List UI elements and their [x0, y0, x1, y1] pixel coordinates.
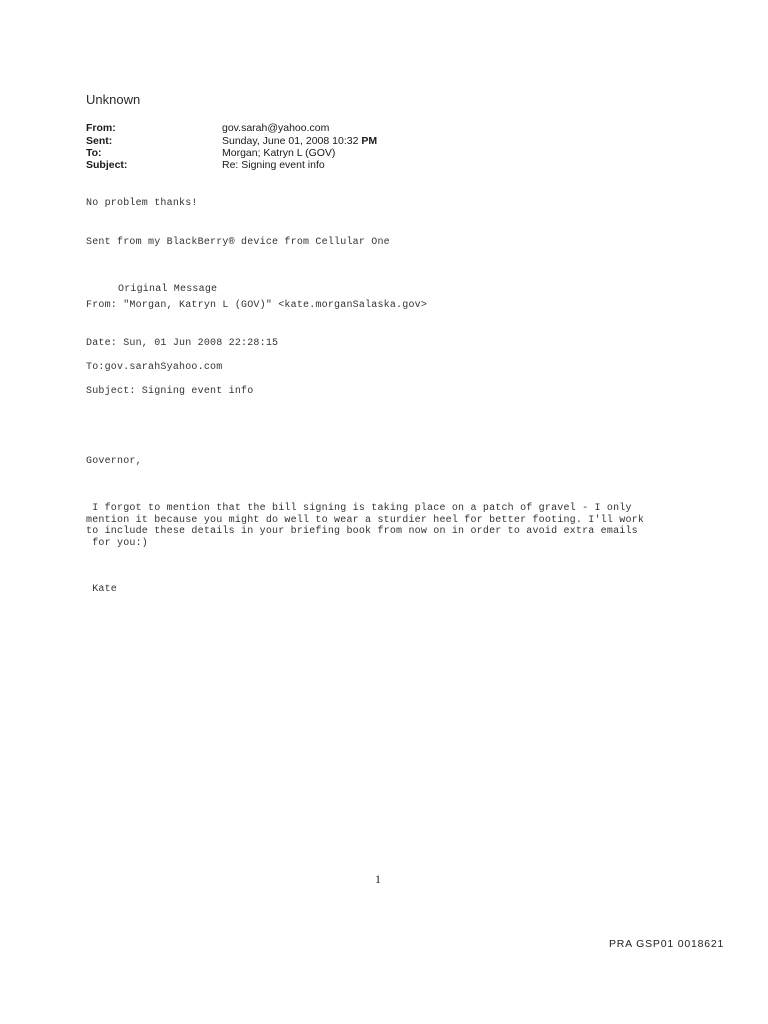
sent-value: [222, 135, 377, 147]
from-label: From:: [86, 122, 116, 134]
sent-ampm: PM: [361, 135, 378, 147]
page-number: 1: [375, 872, 381, 886]
subject-value: Re: Signing event info: [222, 159, 325, 171]
sent-datetime: Sunday, June 01, 2008 10:32: [222, 135, 359, 147]
subject-label: Subject:: [86, 159, 128, 171]
to-label: To:: [86, 147, 102, 159]
document-title: Unknown: [86, 92, 141, 107]
reply-text: No problem thanks!: [86, 198, 198, 209]
bates-number: PRA GSP01 0018621: [609, 938, 725, 950]
salutation: Governor,: [86, 456, 142, 467]
original-message-heading: Original Message: [118, 284, 218, 295]
original-date-line: Date: Sun, 01 Jun 2008 22:28:15: [86, 338, 279, 349]
signature-line: Sent from my BlackBerry® device from Cellular One: [86, 237, 390, 248]
original-subject-line: Subject: Signing event info: [86, 386, 254, 397]
sent-label: Sent:: [86, 135, 113, 147]
message-body: I forgot to mention that the bill signing is taking place on a patch of gravel - I only mention it because you might do well to wear a sturdier heel for better footing. I'll work to include these details in your briefing book from now on in order to avoid extra emails for you:): [86, 503, 645, 549]
original-to-line: To:gov.sarahSyahoo.com: [86, 362, 223, 373]
sign-off: Kate: [86, 584, 118, 595]
original-from-line: From: "Morgan, Katryn L (GOV)" <kate.morganSalaska.gov>: [86, 300, 428, 311]
to-value: Morgan; Katryn L (GOV): [222, 147, 336, 159]
from-value: gov.sarah@yahoo.com: [222, 122, 330, 134]
